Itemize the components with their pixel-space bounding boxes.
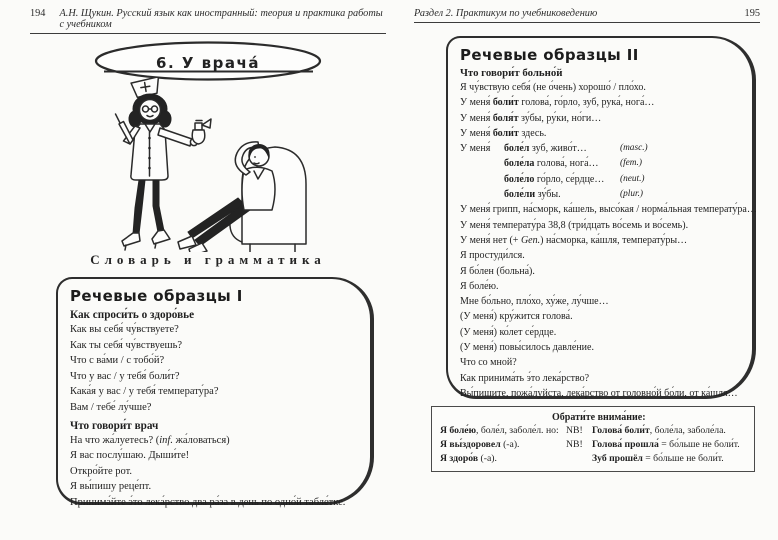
left-running-head	[30, 8, 386, 34]
phrase-line: (У меня́) кру́жится голова́.	[460, 311, 573, 323]
gender-tag: (plur.)	[620, 189, 643, 200]
phrase-line: Я простуди́лся.	[460, 250, 525, 262]
speech-box-2	[446, 36, 756, 399]
note-right: Голова́ прошла́ = бо́льше не боли́т.	[592, 438, 740, 450]
phrase-line: Как ты себя́ чу́вствуешь?	[70, 339, 183, 351]
gender-tag: (masc.)	[620, 143, 648, 154]
phrase-line: Как принима́ть э́то лека́рство?	[460, 372, 590, 384]
nb-marker: NB!	[566, 438, 583, 450]
left-running-title: А.Н. Щукин. Русский язык как иностранный: теория и практика работы с учебником	[59, 8, 383, 30]
phrase-line: Кака́я у вас / у тебя́ температу́ра?	[70, 386, 219, 398]
form-text: боле́ли зу́бы.	[504, 189, 561, 201]
doctor-leg	[133, 180, 145, 234]
phrase-line: Мне бо́льно, пло́хо, ху́же, лу́чше…	[460, 296, 609, 308]
phrase-line: Я чу́вствую себя́ (не о́чень) хорошо́ / пло́хо.	[460, 82, 646, 93]
lesson-title: 6. У врача́	[156, 54, 260, 72]
medicine-bottle-icon	[192, 119, 211, 144]
phrase-line: Я боле́ю.	[460, 280, 499, 292]
verb-forms-row	[460, 172, 744, 187]
phrase-line: Вы́пишите, пожа́луйста, лека́рство от головно́й бо́ли, от ка́шля…	[460, 387, 738, 399]
doctor-leg	[153, 180, 164, 232]
note-left: Я здоро́в (-а).	[440, 452, 497, 464]
note-right: Голова́ боли́т, боле́ла, заболе́ла.	[592, 425, 726, 436]
form-text: боле́ло го́рло, се́рдце…	[504, 173, 605, 185]
note-title: Обрати́те внима́ние:	[552, 412, 646, 423]
phrase-line: Вам / тебе́ лу́чше?	[70, 401, 152, 413]
forms-lead: У меня́	[460, 143, 491, 155]
gender-tag: (neut.)	[620, 173, 645, 184]
note-right: Зуб прошёл = бо́льше не боли́т.	[592, 452, 724, 464]
doctor-figure	[116, 78, 212, 250]
phrase-line: У меня́ боли́т голова́, го́рло, зуб, рука́, нога́…	[460, 97, 655, 109]
right-running-title: Раздел 2. Практикум по учебниковедению	[414, 8, 598, 19]
phrase-line: У меня́ нет (+ Gen.) на́сморка, ка́шля, температу́ры…	[460, 234, 688, 246]
note-conjunction: но:	[546, 425, 559, 436]
doctor-patient-illustration	[92, 78, 337, 252]
box1-subheading-ask-health: Как спроси́ть о здоро́вье	[70, 309, 195, 321]
phrase-line: У меня́ боли́т здесь.	[460, 127, 547, 139]
phrase-line: На что жа́луетесь? (inf. жа́ловаться)	[70, 434, 230, 446]
note-left: Я вы́здоровел (-а).	[440, 438, 520, 450]
page-number-left: 194	[30, 8, 46, 19]
note-row	[440, 438, 748, 452]
nb-marker: NB!	[566, 425, 583, 436]
doctor-shoe	[152, 230, 170, 244]
phrase-line: У меня́ температу́ра 38,8 (три́дцать во́семь и во́семь).	[460, 219, 689, 231]
phrase-line: Как вы себя́ чу́вствуете?	[70, 324, 179, 335]
doctor-shoe	[122, 233, 140, 246]
phrase-line: Я вас послу́шаю. Дыши́те!	[70, 450, 190, 462]
note-row	[440, 424, 748, 438]
phrase-line: Я вы́пишу реце́пт.	[70, 481, 152, 493]
verb-forms-row	[460, 156, 744, 171]
phrase-line: Что с ва́ми / с тобо́й?	[70, 355, 165, 367]
form-text: боле́л зуб, живо́т…	[504, 143, 587, 155]
section-heading: Словарь и грамматика	[90, 252, 326, 267]
phrase-line: Что у вас / у тебя́ боли́т?	[70, 370, 180, 382]
box1-subheading-doctor-says: Что говори́т врач	[70, 419, 159, 432]
verb-forms-row	[460, 141, 744, 156]
verb-forms-row	[460, 187, 744, 202]
box2-subheading-patient-says: Что говори́т больно́й	[460, 67, 563, 79]
phrase-line: Откро́йте рот.	[70, 465, 133, 477]
note-left: Я боле́ю, боле́л, заболе́л.	[440, 425, 544, 436]
phrase-line: Принима́йте э́то лека́рство два ра́за в день по одно́й табле́тке.	[70, 496, 346, 508]
box1-title: Речевые образцы I	[70, 287, 243, 305]
phrase-line: Что со мной?	[460, 357, 517, 369]
phrase-line: У меня́ грипп, на́сморк, ка́шель, высо́кая / норма́льная температу́ра…	[460, 204, 757, 216]
phrase-line: (У меня́) повы́силось давле́ние.	[460, 342, 594, 354]
speech-box-1	[56, 277, 374, 508]
right-running-head	[414, 8, 760, 23]
phrase-line: (У меня́) ко́лет се́рдце.	[460, 326, 557, 338]
box2-title: Речевые образцы II	[460, 46, 639, 64]
phrase-line: У меня́ боля́т зу́бы, ру́ки, но́ги…	[460, 112, 602, 124]
note-box	[431, 406, 755, 472]
page-number-right: 195	[744, 8, 760, 19]
note-row	[440, 452, 748, 466]
form-text: боле́ла голова́, нога́…	[504, 158, 599, 170]
gender-tag: (fem.)	[620, 158, 642, 169]
phrase-line: Я бо́лен (больна́).	[460, 265, 535, 277]
